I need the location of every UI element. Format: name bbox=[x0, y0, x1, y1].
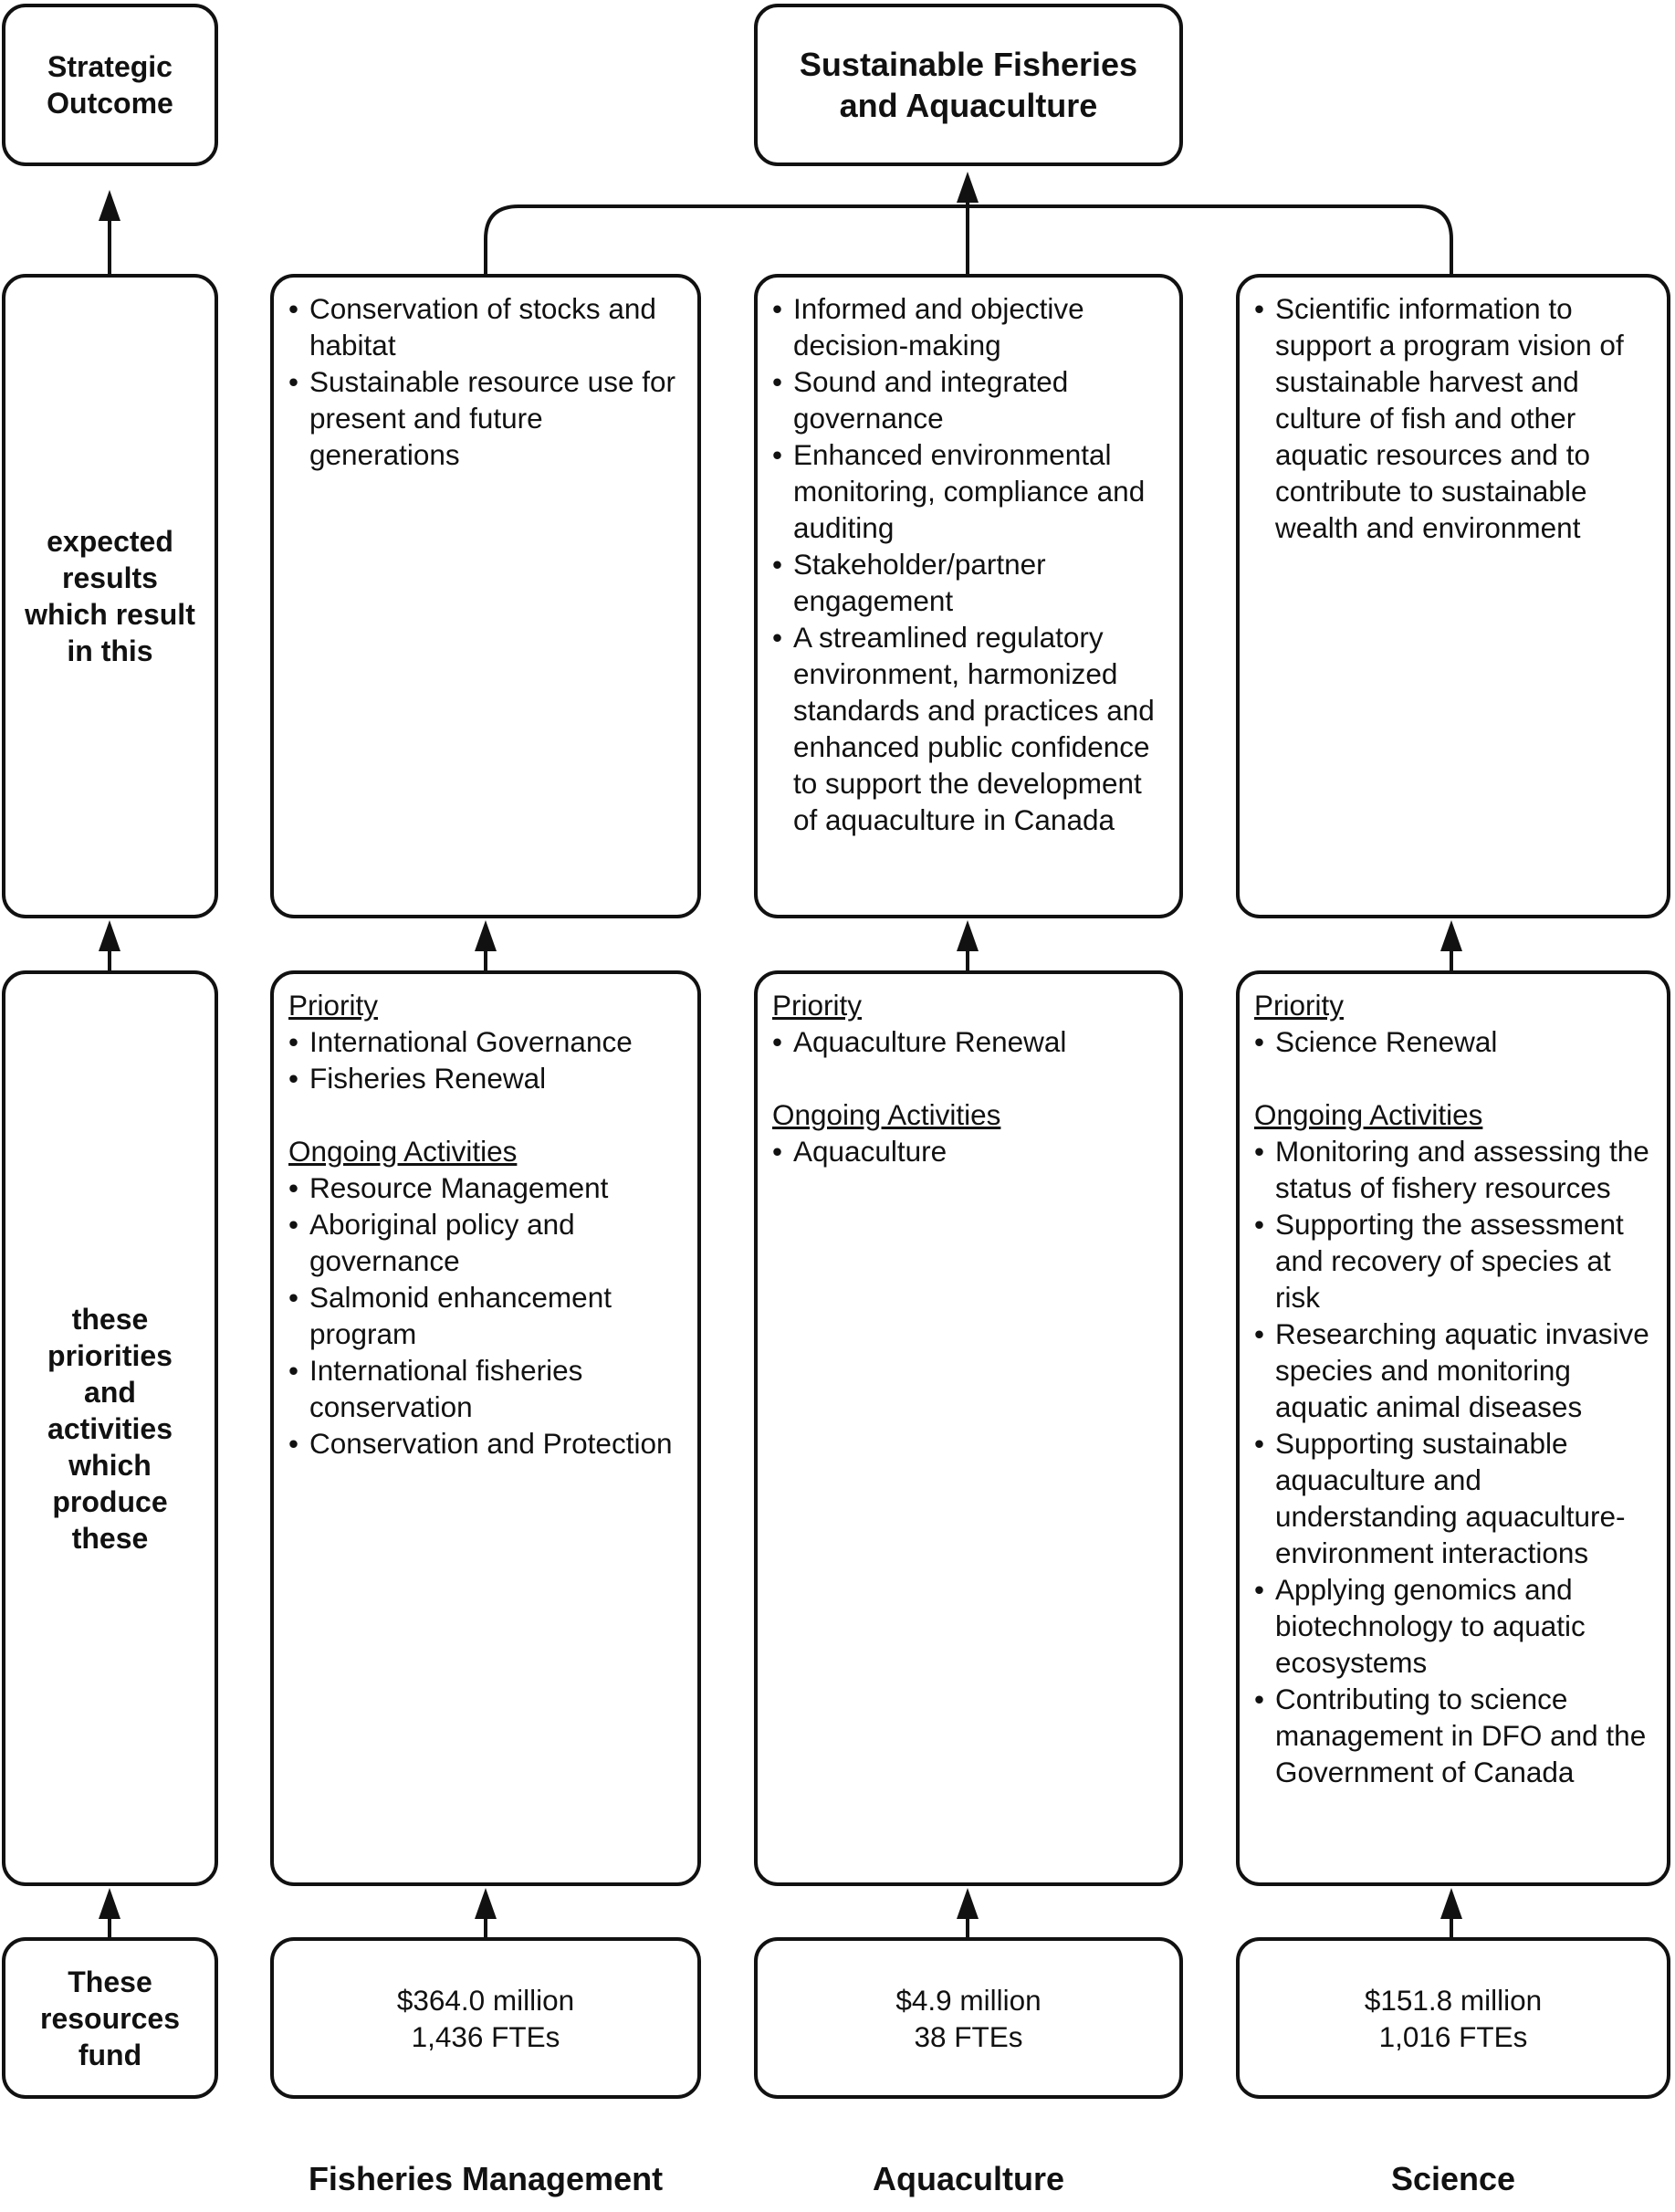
science-priorities-box bbox=[1236, 970, 1670, 1886]
ongoing-activities-heading: Ongoing Activities bbox=[772, 1098, 1001, 1131]
list-item: • Conservation of stocks and habitat bbox=[288, 290, 685, 363]
list-item: • Scientific information to support a program vision of sustainable harvest and culture of fish and other aquatic resources and to contribute to sustainable wealth and environment bbox=[1254, 290, 1654, 546]
strategic-outcome-label-box bbox=[2, 4, 218, 166]
science-resources-box bbox=[1236, 1937, 1670, 2099]
aquaculture-expected-results-list bbox=[772, 290, 1167, 838]
arrowhead-icon bbox=[99, 920, 120, 951]
aquaculture-activities-list bbox=[772, 1133, 1167, 1169]
arrowhead-icon bbox=[957, 172, 979, 203]
list-item: • Informed and objective decision-making bbox=[772, 290, 1167, 363]
arrowhead-icon bbox=[1440, 1888, 1462, 1919]
priorities-activities-line: which bbox=[68, 1448, 152, 1482]
list-item: • Contributing to science management in DFO and the Government of Canada bbox=[1254, 1681, 1654, 1790]
aquaculture-priorities-list bbox=[772, 1023, 1167, 1060]
resources-ftes: 1,436 FTEs bbox=[411, 2019, 560, 2053]
priorities-activities-label-box bbox=[2, 970, 218, 1886]
science-activities-list bbox=[1254, 1133, 1654, 1790]
strategic-outcome-line: Strategic bbox=[47, 50, 173, 83]
arrowhead-icon bbox=[475, 920, 497, 951]
priority-heading: Priority bbox=[772, 989, 863, 1022]
resources-ftes: 38 FTEs bbox=[914, 2019, 1023, 2053]
resources-line: These bbox=[68, 1965, 152, 1998]
outcome-title-line: and Aquaculture bbox=[839, 87, 1098, 124]
priorities-activities-line: priorities bbox=[47, 1338, 173, 1372]
strategic-outcome-line: Outcome bbox=[47, 87, 173, 120]
list-item: • Resource Management bbox=[288, 1169, 685, 1206]
aquaculture-priorities-box bbox=[754, 970, 1183, 1886]
outcome-title-line: Sustainable Fisheries bbox=[799, 46, 1138, 83]
list-item: • Sustainable resource use for present and future generations bbox=[288, 363, 685, 473]
strategic-outcome-box bbox=[754, 4, 1183, 166]
resources-line: resources bbox=[40, 2001, 180, 2035]
list-item: • Conservation and Protection bbox=[288, 1425, 685, 1462]
resources-ftes: 1,016 FTEs bbox=[1378, 2019, 1528, 2053]
arrowhead-icon bbox=[957, 1888, 979, 1919]
list-item: • Stakeholder/partner engagement bbox=[772, 546, 1167, 619]
list-item: • Applying genomics and biotechnology to aquatic ecosystems bbox=[1254, 1571, 1654, 1681]
list-item: • Aboriginal policy and governance bbox=[288, 1206, 685, 1279]
priorities-activities-line: and bbox=[84, 1375, 136, 1409]
ongoing-activities-heading: Ongoing Activities bbox=[288, 1135, 518, 1168]
column-title-science: Science bbox=[1390, 2160, 1516, 2197]
priority-heading: Priority bbox=[1254, 989, 1345, 1022]
list-item: • International Governance bbox=[288, 1023, 685, 1060]
list-item: • Supporting sustainable aquaculture and understanding aquaculture-environment interactions bbox=[1254, 1425, 1654, 1571]
list-item: • Enhanced environmental monitoring, compliance and auditing bbox=[772, 436, 1167, 546]
expected-results-line: expected bbox=[47, 525, 173, 558]
list-item: • Fisheries Renewal bbox=[288, 1060, 685, 1096]
list-item: • Aquaculture bbox=[772, 1133, 1167, 1169]
fisheries-priorities-list bbox=[288, 1023, 685, 1096]
list-item: • International fisheries conservation bbox=[288, 1352, 685, 1425]
resources-amount: $364.0 million bbox=[396, 1983, 575, 2017]
expected-results-label-box bbox=[2, 274, 218, 918]
list-item: • Salmonid enhancement program bbox=[288, 1279, 685, 1352]
resources-amount: $4.9 million bbox=[895, 1983, 1042, 2017]
arrowhead-icon bbox=[1440, 920, 1462, 951]
priorities-activities-line: produce bbox=[52, 1484, 168, 1518]
fisheries-expected-results-box bbox=[270, 274, 701, 918]
science-expected-results-box bbox=[1236, 274, 1670, 918]
arrowhead-icon bbox=[957, 920, 979, 951]
list-item: • Supporting the assessment and recovery of species at risk bbox=[1254, 1206, 1654, 1316]
resources-line: fund bbox=[78, 2038, 142, 2071]
list-item: • Science Renewal bbox=[1254, 1023, 1654, 1060]
priorities-activities-line: these bbox=[71, 1521, 149, 1555]
list-item: • A streamlined regulatory environment, harmonized standards and practices and enhanced public confidence to support the development of aquaculture in Canada bbox=[772, 619, 1167, 838]
priorities-activities-line: activities bbox=[47, 1411, 173, 1445]
resources-amount: $151.8 million bbox=[1364, 1983, 1543, 2017]
list-item: • Monitoring and assessing the status of fishery resources bbox=[1254, 1133, 1654, 1206]
fisheries-priorities-box bbox=[270, 970, 701, 1886]
list-item: • Aquaculture Renewal bbox=[772, 1023, 1167, 1060]
aquaculture-expected-results-box bbox=[754, 274, 1183, 918]
expected-results-line: results bbox=[62, 561, 158, 594]
ongoing-activities-heading: Ongoing Activities bbox=[1254, 1098, 1483, 1131]
fisheries-expected-results-list bbox=[288, 290, 685, 473]
column-title-fisheries: Fisheries Management bbox=[308, 2160, 664, 2197]
expected-results-line: in this bbox=[67, 634, 153, 667]
science-expected-results-list bbox=[1254, 290, 1654, 546]
fisheries-resources-box bbox=[270, 1937, 701, 2099]
arrowhead-icon bbox=[475, 1888, 497, 1919]
aquaculture-resources-box bbox=[754, 1937, 1183, 2099]
fisheries-activities-list bbox=[288, 1169, 685, 1462]
priorities-activities-line: these bbox=[71, 1302, 149, 1336]
arrowhead-icon bbox=[99, 190, 120, 221]
arrowhead-icon bbox=[99, 1888, 120, 1919]
column-title-aquaculture: Aquaculture bbox=[872, 2160, 1065, 2197]
expected-results-line: which result bbox=[25, 598, 195, 631]
resources-label-box bbox=[2, 1937, 218, 2099]
science-priorities-list bbox=[1254, 1023, 1654, 1060]
list-item: • Sound and integrated governance bbox=[772, 363, 1167, 436]
list-item: • Researching aquatic invasive species and monitoring aquatic animal diseases bbox=[1254, 1316, 1654, 1425]
priority-heading: Priority bbox=[288, 989, 379, 1022]
